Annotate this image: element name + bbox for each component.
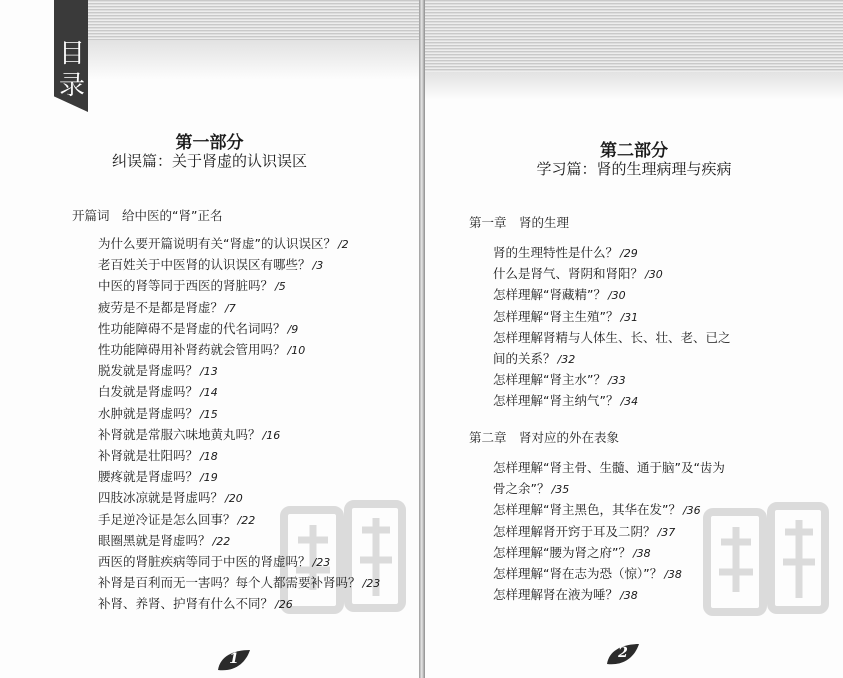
toc-entry-page: /14 [200,386,218,400]
toc-entry-title: 什么是肾气、肾阴和肾阳？ [493,266,644,282]
header-stripe-fade [56,40,419,80]
seal-watermark-icon [701,502,831,626]
toc-entry [493,287,626,304]
toc-entry [493,524,675,541]
toc-entry-title: 眼圈黑就是肾虚吗？ [98,532,211,548]
header-stripe-fade [425,72,843,100]
toc-entry-page: /13 [200,365,218,379]
toc-entry-title: 肾的生理特性是什么？ [493,245,619,260]
toc-entry-title: 为什么要开篇说明有关“肾虚”的认识误区？ [98,236,336,251]
toc-entry-page: /20 [225,492,243,506]
toc-entry-title: 腰疼就是肾虚吗？ [98,469,199,485]
part-one-subtitle: 纠误篇：关于肾虚的认识误区 [111,152,307,170]
toc-entry-page: /5 [275,280,286,294]
toc-entry [98,342,305,359]
toc-entry-page: /15 [200,407,218,421]
toc-entry-title: 怎样理解“肾主黑色，其华在发”？ [493,502,681,518]
left-page [0,0,419,678]
toc-entry-page: /22 [212,534,231,548]
toc-entry [98,384,218,401]
toc-entry-title: 怎样理解“肾主水”？ [493,372,606,388]
toc-entry-title: 补肾是百利而无一害吗？每个人都需要补肾吗？ [98,575,361,591]
header-stripes [425,0,843,72]
toc-entry [98,596,293,613]
part-two-title: 第二部分 [600,141,668,161]
toc-entry [493,545,651,562]
toc-entry-title: 补肾、养肾、护肾有什么不同？ [98,596,274,612]
right-page [425,0,843,678]
toc-entry-page: /19 [200,471,218,485]
toc-entry [98,490,243,507]
toc-entry-page: /33 [607,374,626,388]
toc-entry-page: /23 [312,556,331,569]
part-one-title: 第一部分 [175,133,244,153]
page-number-badge-right [605,642,641,668]
toc-entry-title: 间的关系？ [493,351,556,366]
toc-entry-title: 补肾就是常服六味地黄丸吗？ [98,426,261,442]
toc-tab-char-1: 目 [58,39,85,69]
toc-entry [493,393,638,410]
toc-entry-title: 怎样理解“肾主纳气”？ [493,393,619,409]
opening-section-heading: 开篇词 给中医的“肾”正名 [72,208,223,223]
toc-entry-page: /38 [620,589,638,603]
page-number-right: 2 [618,645,628,661]
toc-entry-title: 怎样理解“肾藏精”？ [493,287,606,303]
toc-entry-page: /29 [620,247,638,260]
seal-watermark-icon [278,500,408,624]
toc-entry-title: 脱发就是肾虚吗？ [98,363,199,379]
toc-entry-page: /26 [275,598,293,612]
toc-entry [493,330,733,347]
toc-entry-page: /31 [620,310,639,324]
toc-entry [493,481,569,498]
toc-entry-page: /7 [225,301,236,315]
toc-entry [98,427,280,444]
toc-entry-page: /16 [262,428,281,442]
toc-entry-title: 手足逆冷证是怎么回事？ [98,511,236,527]
toc-entry-title: 性功能障碍不是肾虚的代名词吗？ [98,320,286,336]
toc-entry-title: 西医的肾脏疾病等同于中医的肾虚吗？ [98,554,311,569]
toc-entry [493,245,638,262]
toc-entry-title: 骨之余”？ [493,481,550,497]
toc-entry-title: 水肿就是肾虚吗？ [98,405,199,421]
toc-entry [98,300,236,317]
header-stripes [56,0,419,40]
toc-tab-label [58,38,86,102]
chapter-one-heading: 第一章 肾的生理 [469,215,570,230]
toc-entry-title: 补肾就是壮阳吗？ [98,448,199,463]
toc-entry-title: 老百姓关于中医肾的认识误区有哪些？ [98,257,311,273]
toc-entry-page: /10 [287,344,306,357]
toc-entry-page: /30 [645,268,663,282]
page-number-left: 1 [229,651,239,667]
toc-entry-title: 怎样理解“腰为肾之府”？ [493,544,631,560]
toc-entry [493,587,638,604]
toc-entry [98,236,349,253]
toc-entry-title: 怎样理解肾开窍于耳及二阴？ [493,523,656,539]
toc-entry-title: 中医的肾等同于西医的肾脏吗？ [98,278,274,294]
toc-entry-page: /36 [682,504,701,518]
toc-entry-title: 怎样理解“肾主骨、生髓、通于脑”及“齿为 [493,460,725,475]
toc-entry-title: 性功能障碍用补肾药就会管用吗？ [98,342,286,357]
toc-entry-title: 怎样理解肾精与人体生、长、壮、老、已之 [493,329,731,345]
toc-entry [98,448,218,465]
toc-entry [98,512,255,529]
part-two-subtitle: 学习篇：肾的生理病理与疾病 [536,160,732,178]
toc-entry-page: /22 [237,513,256,527]
toc-entry [98,363,218,380]
chapter-two-heading: 第二章 肾对应的外在表象 [469,430,620,445]
toc-entry-title: 疲劳是不是都是肾虚？ [98,299,224,315]
toc-entry-page: /30 [607,289,626,303]
toc-entry [493,566,682,583]
toc-entry [493,266,663,283]
toc-entry [98,257,323,274]
toc-entry [98,321,298,338]
toc-entry [493,502,701,519]
toc-entry-page: /38 [664,568,682,581]
toc-entry-page: /18 [200,450,218,463]
toc-entry-title: 怎样理解肾在液为唾？ [493,587,619,603]
toc-entry [493,351,575,368]
toc-entry [98,469,218,486]
toc-entry [98,406,218,423]
toc-entry-page: /37 [657,525,676,539]
page-number-badge-left [216,648,252,674]
toc-entry-page: /35 [551,483,570,497]
toc-entry [493,309,638,326]
toc-entry [493,460,727,477]
toc-tab-char-2: 录 [58,71,85,101]
toc-entry-page: /23 [362,577,381,591]
toc-entry-title: 怎样理解“肾主生殖”？ [493,308,619,324]
toc-entry-title: 四肢冰凉就是肾虚吗？ [98,490,224,506]
toc-entry-page: /9 [287,322,299,336]
toc-entry-page: /34 [620,395,639,409]
toc-entry [493,372,626,389]
toc-entry [98,278,286,295]
toc-entry [98,533,230,550]
toc-entry-page: /2 [337,238,349,251]
toc-entry-title: 怎样理解“肾在志为恐（惊）”？ [493,566,663,581]
toc-entry-page: /38 [632,546,651,560]
toc-entry-page: /3 [312,259,324,273]
toc-entry-page: /32 [557,353,576,366]
toc-entry-title: 白发就是肾虚吗？ [98,384,199,400]
